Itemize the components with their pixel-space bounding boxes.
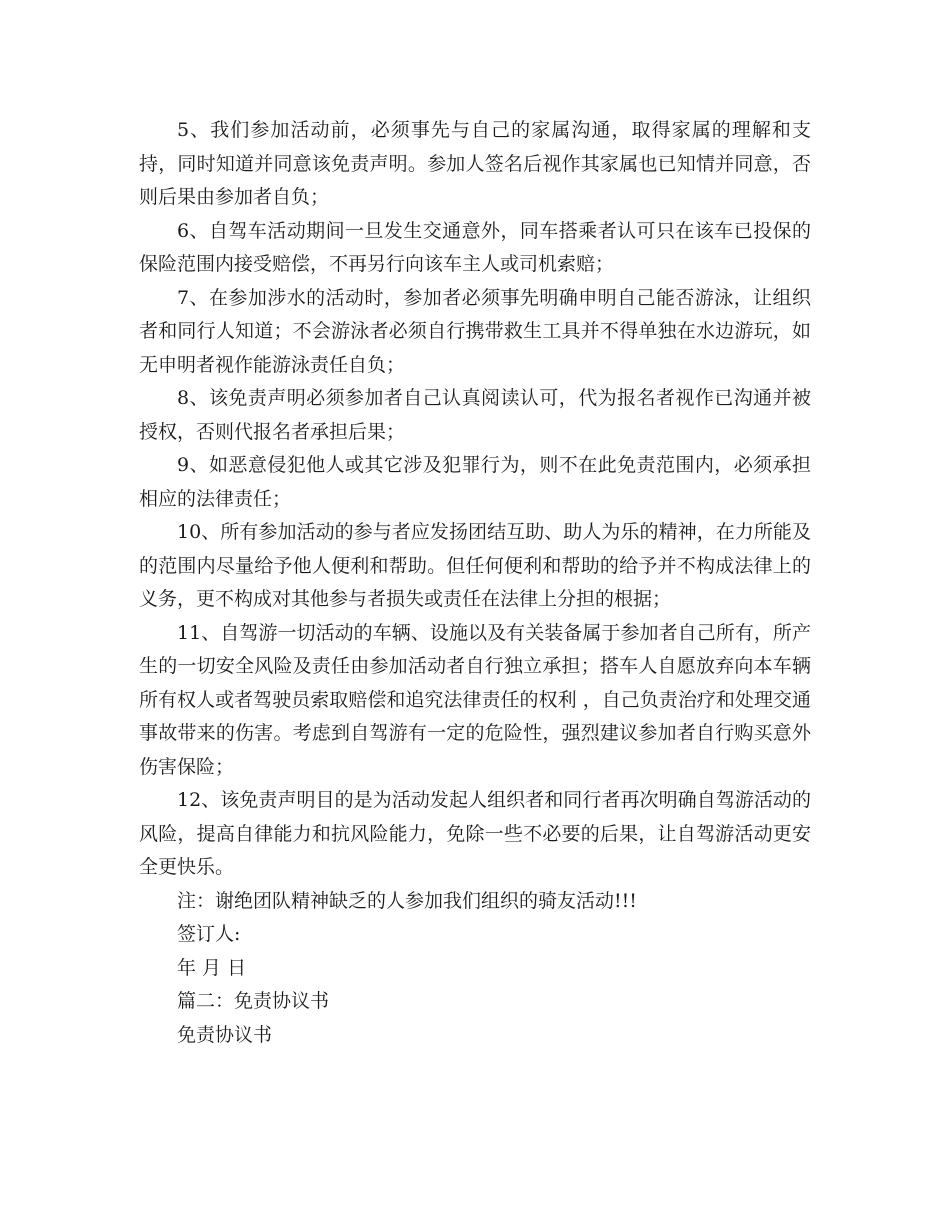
clause-5: 5、我们参加活动前，必须事先与自己的家属沟通，取得家属的理解和支持，同时知道并同意该免责声明。参加人签名后视作其家属也已知情并同意，否则后果由参加者自负； [139, 119, 811, 208]
document-title: 免责协议书 [177, 1023, 273, 1046]
clause-10: 10、所有参加活动的参与者应发扬团结互助、助人为乐的精神，在力所能及的范围内尽量给予他人便利和帮助。但任何便利和帮助的给予并不构成法律上的义务，更不构成对其他参与者损失或责任在法律上分担的根据； [139, 521, 811, 610]
note-line: 注：谢绝团队精神缺乏的人参加我们组织的骑友活动!!! [177, 889, 637, 912]
clause-9: 9、如恶意侵犯他人或其它涉及犯罪行为，则不在此免责范围内，必须承担相应的法律责任； [139, 454, 811, 510]
clause-11: 11、自驾游一切活动的车辆、设施以及有关装备属于参加者自己所有，所产生的一切安全风险及责任由参加活动者自行独立承担；搭车人自愿放弃向本车辆所有权人或者驾驶员索取赔偿和追究法律责任的权利 ，自己负责治疗和处理交通事故带来的伤害。考虑到自驾游有一定的危险性，强烈建议参加者自行购买意外伤害保险； [139, 621, 811, 778]
signer-line: 签订人: [177, 923, 241, 945]
clause-6: 6、自驾车活动期间一旦发生交通意外，同车搭乘者认可只在该车已投保的保险范围内接受赔偿，不再另行向该车主人或司机索赔； [139, 219, 811, 275]
clause-12: 12、该免责声明目的是为活动发起人组织者和同行者再次明确自驾游活动的风险，提高自律能力和抗风险能力，免除一些不必要的后果，让自驾游活动更安全更快乐。 [139, 789, 811, 878]
section-heading: 篇二：免责协议书 [177, 990, 330, 1012]
clause-8: 8、该免责声明必须参加者自己认真阅读认可，代为报名者视作已沟通并被授权，否则代报名者承担后果； [139, 387, 811, 443]
date-line: 年 月 日 [177, 956, 247, 979]
document-body [139, 114, 811, 1052]
clause-7: 7、在参加涉水的活动时，参加者必须事先明确申明自己能否游泳，让组织者和同行人知道；不会游泳者必须自行携带救生工具并不得单独在水边游玩，如无申明者视作能游泳责任自负； [139, 286, 811, 376]
